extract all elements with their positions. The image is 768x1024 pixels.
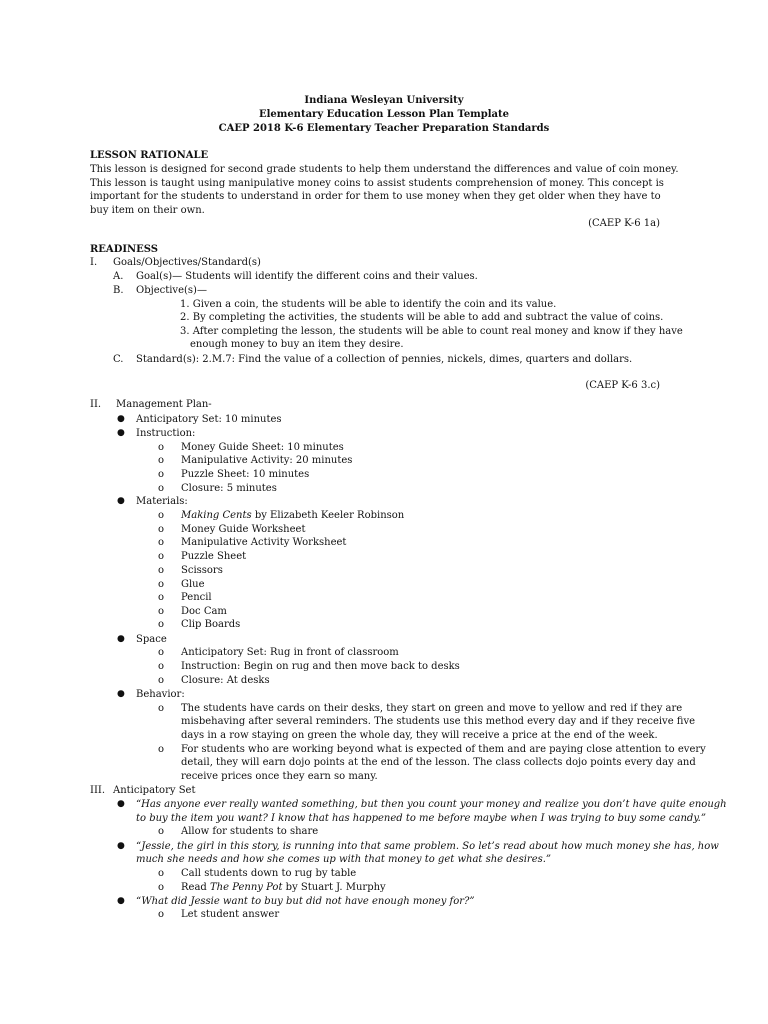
section-number: II. bbox=[90, 399, 102, 410]
list-item: Let student answer bbox=[181, 909, 280, 920]
circle-bullet-icon: o bbox=[158, 703, 165, 714]
quote-text: “What did Jessie want to buy but did not have enough money for?” bbox=[136, 896, 475, 907]
readiness-heading: READINESS bbox=[90, 244, 159, 255]
list-item: Money Guide Sheet: 10 minutes bbox=[181, 442, 344, 453]
section-number: III. bbox=[90, 785, 106, 796]
list-item-continued: receive prices once they earn so many. bbox=[181, 771, 378, 782]
circle-bullet-icon: o bbox=[158, 606, 165, 617]
goals-section-title: Goals/Objectives/Standard(s) bbox=[113, 257, 261, 268]
list-item: For students who are working beyond what is expected of them and are paying close attention to every bbox=[181, 744, 706, 755]
list-item: Instruction: Begin on rug and then move back to desks bbox=[181, 661, 460, 672]
list-item-continued: misbehaving after several reminders. The students use this method every day and if they receive five bbox=[181, 716, 696, 727]
list-item: Closure: 5 minutes bbox=[181, 483, 277, 494]
bullet-icon: ● bbox=[117, 428, 125, 438]
list-item: Clip Boards bbox=[181, 619, 241, 630]
standards-title: CAEP 2018 K-6 Elementary Teacher Preparation Standards bbox=[218, 123, 550, 134]
list-item: Anticipatory Set: 10 minutes bbox=[136, 414, 282, 425]
read-label: Read bbox=[181, 882, 210, 893]
list-item: Instruction: bbox=[136, 428, 196, 439]
bullet-icon: ● bbox=[117, 799, 125, 809]
circle-bullet-icon: o bbox=[158, 455, 165, 466]
circle-bullet-icon: o bbox=[158, 469, 165, 480]
list-item: Behavior: bbox=[136, 689, 185, 700]
list-item: Glue bbox=[181, 579, 205, 590]
list-item bbox=[181, 881, 386, 895]
objective-item: 1. Given a coin, the students will be able to identify the coin and its value. bbox=[180, 299, 557, 310]
rationale-body: This lesson is designed for second grade students to help them understand the differences and value of coin money. This lesson is taught using manipulative money coins to assist students comprehension of money. This concept is important for the students to understand in order for them to use money when they get older when they have to buy item on their own. bbox=[90, 164, 679, 216]
list-item: Puzzle Sheet bbox=[181, 551, 247, 562]
list-item: Pencil bbox=[181, 592, 212, 603]
circle-bullet-icon: o bbox=[158, 524, 165, 535]
list-item bbox=[181, 509, 404, 523]
circle-bullet-icon: o bbox=[158, 592, 165, 603]
book-title: Making Cents bbox=[181, 510, 252, 521]
circle-bullet-icon: o bbox=[158, 551, 165, 562]
list-item: The students have cards on their desks, they start on green and move to yellow and red if they are bbox=[181, 703, 683, 714]
circle-bullet-icon: o bbox=[158, 661, 165, 672]
book-author: by Elizabeth Keeler Robinson bbox=[251, 510, 405, 521]
circle-bullet-icon: o bbox=[158, 565, 165, 576]
bullet-icon: ● bbox=[117, 634, 125, 644]
section-number: I. bbox=[90, 257, 98, 268]
list-item: Scissors bbox=[181, 565, 223, 576]
circle-bullet-icon: o bbox=[158, 909, 165, 920]
circle-bullet-icon: o bbox=[158, 442, 165, 453]
circle-bullet-icon: o bbox=[158, 619, 165, 630]
goal-letter: A. bbox=[113, 271, 124, 282]
bullet-icon: ● bbox=[117, 689, 125, 699]
goal-text: Goal(s)— Students will identify the different coins and their values. bbox=[136, 271, 478, 282]
rationale-heading: LESSON RATIONALE bbox=[90, 150, 209, 161]
anticipatory-set-title: Anticipatory Set bbox=[113, 785, 196, 796]
book-author: by Stuart J. Murphy bbox=[282, 882, 386, 893]
circle-bullet-icon: o bbox=[158, 826, 165, 837]
bullet-icon: ● bbox=[117, 896, 125, 906]
list-item: Money Guide Worksheet bbox=[181, 524, 306, 535]
list-item: Doc Cam bbox=[181, 606, 227, 617]
circle-bullet-icon: o bbox=[158, 510, 165, 521]
circle-bullet-icon: o bbox=[158, 483, 165, 494]
circle-bullet-icon: o bbox=[158, 675, 165, 686]
list-item: Manipulative Activity Worksheet bbox=[181, 537, 347, 548]
objective-label: Objective(s)— bbox=[136, 285, 207, 296]
list-item: Materials: bbox=[136, 496, 188, 507]
list-item: Allow for students to share bbox=[181, 826, 319, 837]
circle-bullet-icon: o bbox=[158, 868, 165, 879]
bullet-icon: ● bbox=[117, 414, 125, 424]
rationale-caep-ref: (CAEP K-6 1a) bbox=[588, 218, 660, 229]
quote-text-continued: much she needs and how she comes up with that money to get what she desires.” bbox=[136, 854, 552, 865]
list-item: Manipulative Activity: 20 minutes bbox=[181, 455, 353, 466]
standard-letter: C. bbox=[113, 354, 124, 365]
list-item: Call students down to rug by table bbox=[181, 868, 357, 879]
objective-item: 2. By completing the activities, the students will be able to add and subtract the value of coins. bbox=[180, 312, 664, 323]
list-item: Space bbox=[136, 634, 167, 645]
list-item-continued: detail, they will earn dojo points at the end of the lesson. The class collects dojo points every day and bbox=[181, 757, 696, 768]
list-item-continued: days in a row staying on green the whole day, they will receive a price at the end of the week. bbox=[181, 730, 658, 741]
list-item: Puzzle Sheet: 10 minutes bbox=[181, 469, 310, 480]
bullet-icon: ● bbox=[117, 496, 125, 506]
university-title: Indiana Wesleyan University bbox=[304, 95, 464, 106]
quote-text: “Has anyone ever really wanted something, but then you count your money and realize you don’t have quite enough bbox=[136, 799, 727, 810]
quote-text-continued: to buy the item you want? I know that has happened to me before maybe when I was trying to buy some candy.” bbox=[136, 813, 706, 824]
objective-item: 3. After completing the lesson, the students will be able to count real money and know if they have bbox=[180, 326, 683, 337]
management-plan-title: Management Plan- bbox=[116, 399, 212, 410]
quote-text: “Jessie, the girl in this story, is running into that same problem. So let’s read about how much money she has, how bbox=[136, 841, 719, 852]
circle-bullet-icon: o bbox=[158, 579, 165, 590]
standard-text: Standard(s): 2.M.7: Find the value of a collection of pennies, nickels, dimes, quarters and dollars. bbox=[136, 354, 633, 365]
circle-bullet-icon: o bbox=[158, 537, 165, 548]
circle-bullet-icon: o bbox=[158, 882, 165, 893]
circle-bullet-icon: o bbox=[158, 744, 165, 755]
objective-letter: B. bbox=[113, 285, 124, 296]
list-item: Closure: At desks bbox=[181, 675, 270, 686]
template-title: Elementary Education Lesson Plan Template bbox=[258, 109, 510, 120]
objective-item-continued: enough money to buy an item they desire. bbox=[190, 339, 404, 350]
book-title: The Penny Pot bbox=[210, 882, 283, 893]
readiness-caep-ref: (CAEP K-6 3.c) bbox=[585, 380, 660, 391]
circle-bullet-icon: o bbox=[158, 647, 165, 658]
list-item: Anticipatory Set: Rug in front of classroom bbox=[181, 647, 399, 658]
bullet-icon: ● bbox=[117, 841, 125, 851]
